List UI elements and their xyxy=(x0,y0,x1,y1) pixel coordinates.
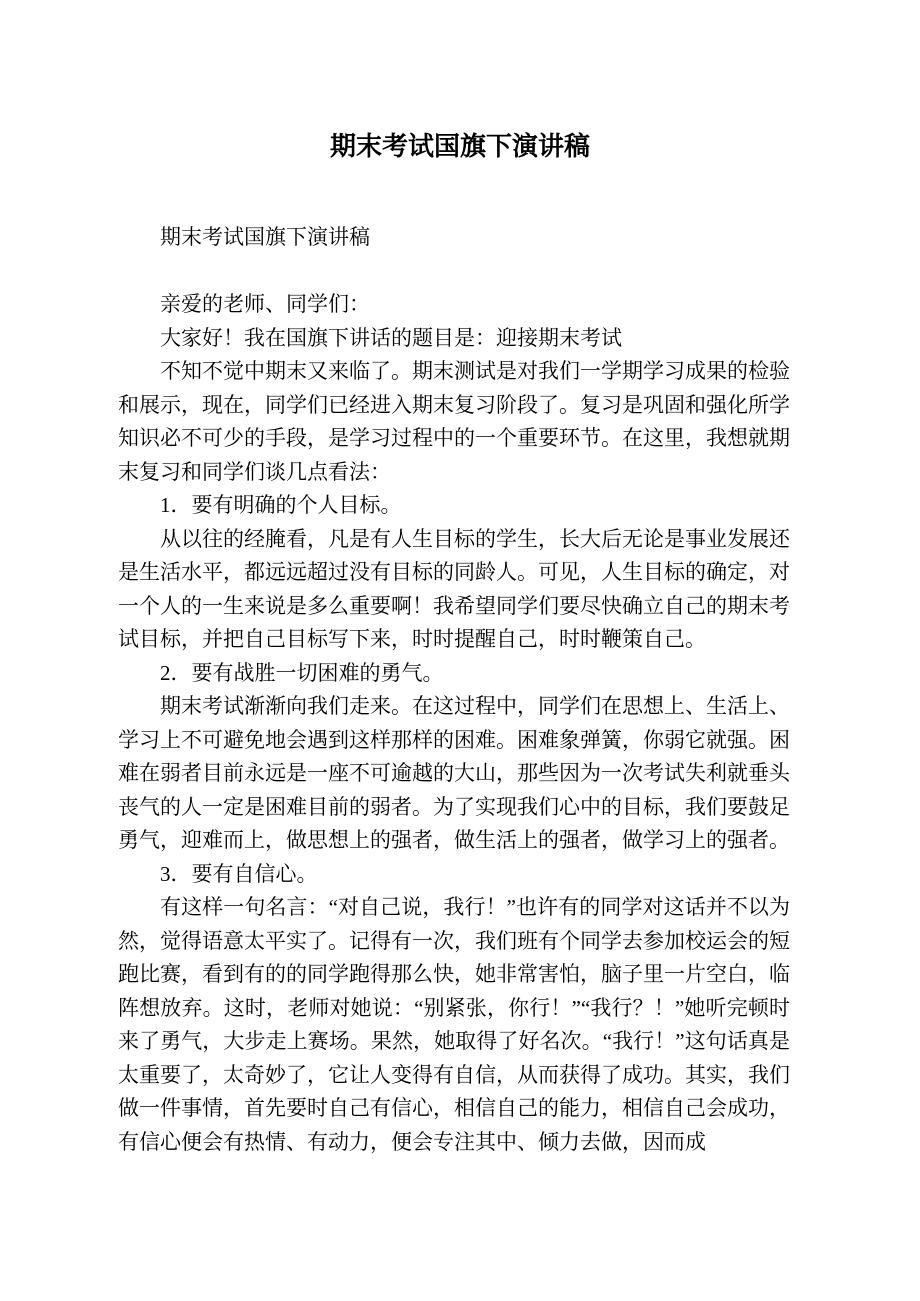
point-2-body: 期末考试渐渐向我们走来。在这过程中，同学们在思想上、生活上、学习上不可避免地会遇到这样那样的困难。困难象弹簧，你弱它就强。困难在弱者目前永远是一座不可逾越的大山，那些因为一次考试失利就垂头丧气的人一定是困难目前的弱者。为了实现我们心中的目标，我们要鼓足勇气，迎难而上，做思想上的强者，做生活上的强者，做学习上的强者。 xyxy=(118,694,790,852)
point-3-heading: 3．要有自信心。 xyxy=(160,861,318,886)
document-title: 期末考试国旗下演讲稿 xyxy=(329,131,590,162)
point-3-body: 有这样一句名言：“对自己说，我行！”也许有的同学对这话并不以为然，觉得语意太平实了。记得有一次，我们班有个同学去参加校运会的短跑比赛，看到有的的同学跑得那么快，她非常害怕，脑子里一片空白，临阵想放弃。这时，老师对她说：“别紧张，你行！”“我行？！”她听完顿时来了勇气，大步走上赛场。果然，她取得了好名次。“我行！”这句话真是太重要了，太奇妙了，它让人变得有自信，从而获得了成功。其实，我们做一件事情，首先要时自己有信心，相信自己的能力，相信自己会成功，有信心便会有热情、有动力，便会专注其中、倾力去做，因而成 xyxy=(118,895,790,1154)
point-1-body: 从以往的经腌看，凡是有人生目标的学生，长大后无论是事业发展还是生活水平，都远远超过没有目标的同龄人。可见，人生目标的确定，对一个人的一生来说是多么重要啊！我希望同学们要尽快确立自己的期末考试目标，并把自己目标写下来，时时提醒自己，时时鞭策自己。 xyxy=(118,526,790,651)
intro-paragraph: 不知不觉中期末又来临了。期末测试是对我们一学期学习成果的检验和展示，现在，同学们已经进入期末复习阶段了。复习是巩固和强化所学知识必不可少的手段，是学习过程中的一个重要环节。在这里，我想就期末复习和同学们谈几点看法： xyxy=(118,359,790,484)
subtitle-line: 期末考试国旗下演讲稿 xyxy=(160,225,370,249)
greeting-topic-line: 大家好！我在国旗下讲话的题目是：迎接期末考试 xyxy=(160,325,622,350)
document-body xyxy=(118,221,790,1159)
salutation: 亲爱的老师、同学们： xyxy=(160,292,370,316)
point-2-heading: 2．要有战胜一切困难的勇气。 xyxy=(160,660,444,685)
point-1-heading: 1．要有明确的个人目标。 xyxy=(160,493,402,517)
